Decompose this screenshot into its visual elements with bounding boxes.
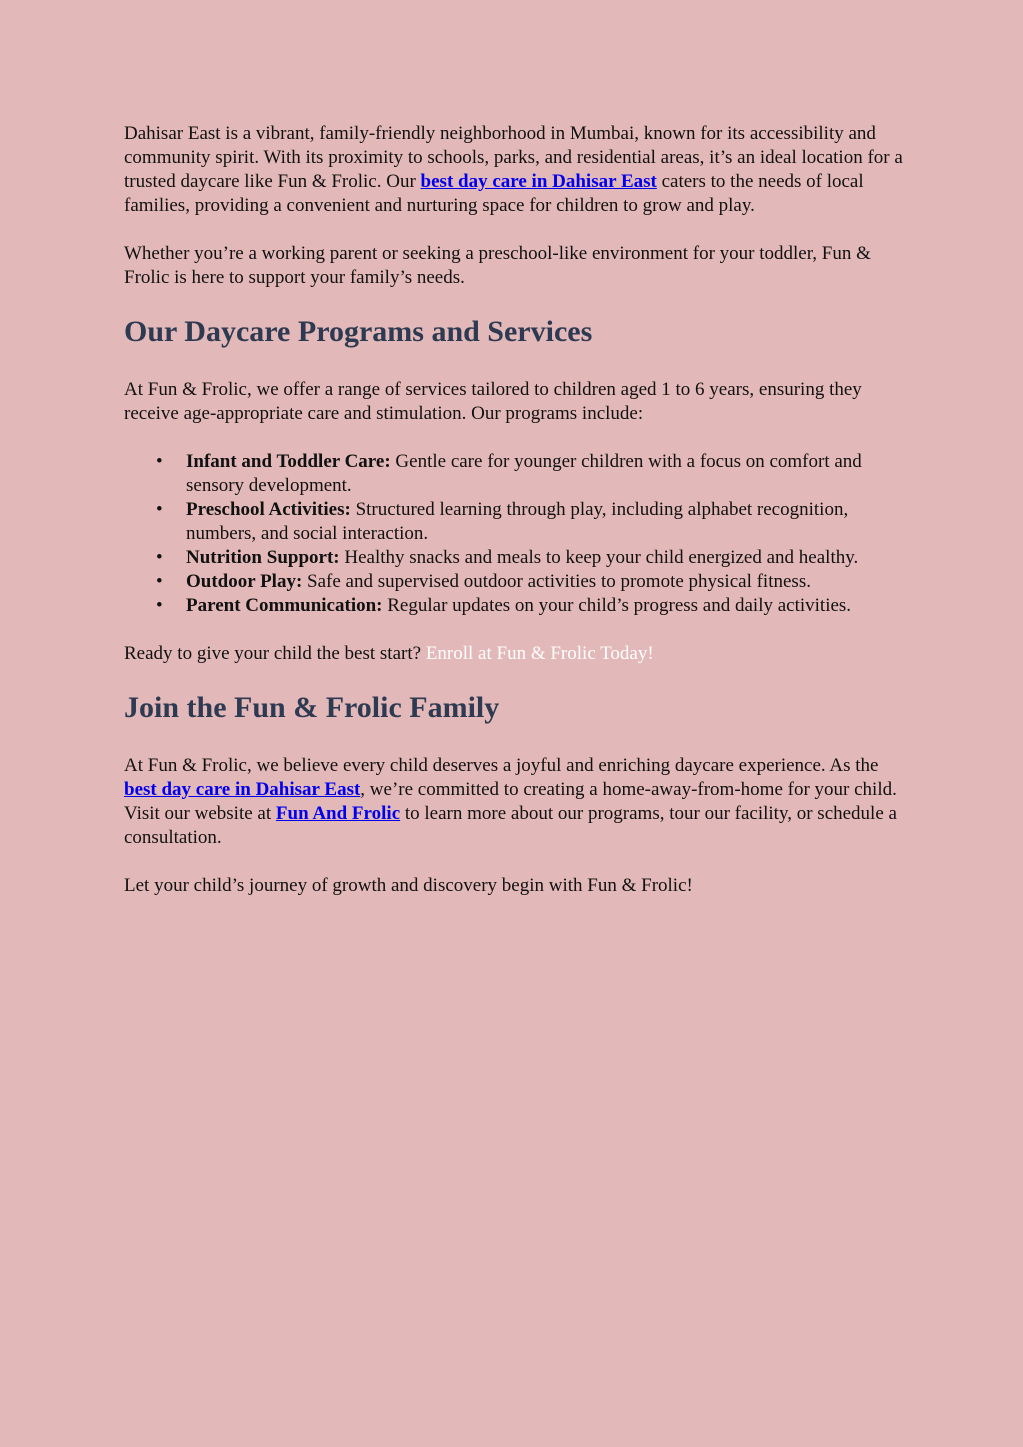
list-item-title: Nutrition Support: [186,547,340,568]
list-item-title: Infant and Toddler Care: [186,451,391,472]
cta-text: Ready to give your child the best start? [124,643,426,664]
programs-heading: Our Daycare Programs and Services [124,315,593,348]
join-text-a: At Fun & Frolic, we believe every child deserves a joyful and enriching daycare experience. As the [124,755,879,776]
list-item-text: Regular updates on your child’s progress and daily activities. [382,595,852,616]
programs-intro: At Fun & Frolic, we offer a range of services tailored to children aged 1 to 6 years, ensuring they receive age-appropriate care and stimulation. Our programs include: [124,379,862,424]
join-text-b: , we’re committed to creating a home-away-from-home for your child. Visit our website at [124,779,897,824]
join-text-c: to learn more about our programs, tour our facility, or schedule a consultation. [124,803,897,848]
intro-paragraph-2: Whether you’re a working parent or seeking a preschool-like environment for your toddler, Fun & Frolic is here to support your family’s needs. [124,243,871,288]
intro-text-start: Dahisar East is a vibrant, family-friendly neighborhood in Mumbai, known for its accessibility and community spirit. With its proximity to schools, parks, and residential areas, it’s an ideal location for a trusted daycare like Fun & Frolic. Our [124,123,903,192]
list-item-title: Outdoor Play: [186,571,303,592]
best-daycare-link-2[interactable]: best day care in Dahisar East [124,779,361,800]
list-item-text: Safe and supervised outdoor activities to promote physical fitness. [302,571,811,592]
bullet-icon: • [156,547,163,568]
list-item [156,570,904,594]
enroll-link[interactable]: Enroll at Fun & Frolic Today! [425,643,654,664]
list-item-text: Gentle care for younger children with a focus on comfort and sensory development. [186,451,862,496]
intro-text-end: caters to the needs of local families, providing a convenient and nurturing space for children to grow and play. [124,171,864,216]
programs-list [124,450,904,618]
join-paragraph-2: Let your child’s journey of growth and discovery begin with Fun & Frolic! [124,875,693,896]
list-item [156,594,904,618]
list-item [156,498,904,546]
bullet-icon: • [156,571,163,592]
list-item-title: Preschool Activities: [186,499,351,520]
list-item-text: Structured learning through play, including alphabet recognition, numbers, and social interaction. [186,499,849,544]
bullet-icon: • [156,595,163,616]
fun-and-frolic-link[interactable]: Fun And Frolic [275,803,401,824]
list-item-title: Parent Communication: [186,595,383,616]
bullet-icon: • [156,451,163,472]
list-item [156,546,904,570]
join-paragraph-1 [124,754,904,850]
intro-paragraph-1 [124,122,904,218]
join-heading: Join the Fun & Frolic Family [124,691,500,724]
best-daycare-link[interactable]: best day care in Dahisar East [420,171,657,192]
list-item-text: Healthy snacks and meals to keep your child energized and healthy. [339,547,859,568]
cta-paragraph [124,642,904,666]
list-item [156,450,904,498]
document-page [124,122,904,922]
bullet-icon: • [156,499,163,520]
